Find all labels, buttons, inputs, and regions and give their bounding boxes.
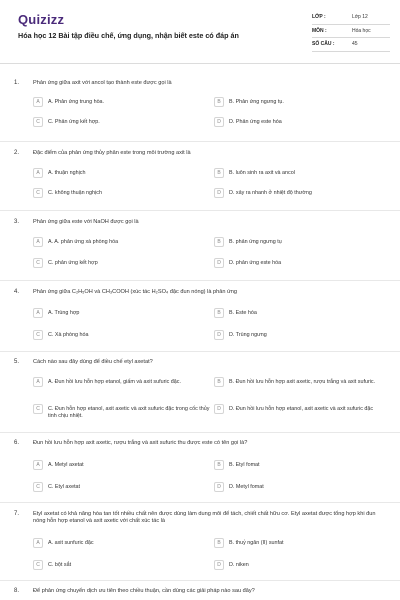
option-b[interactable] xyxy=(214,538,388,548)
option-letter: B xyxy=(214,377,224,387)
option-b[interactable] xyxy=(214,377,388,387)
question-text: Để phản ứng chuyển dịch ưu tiên theo chiều thuận, cần dùng các giải pháp nào sau đây? xyxy=(33,588,255,594)
option-a[interactable] xyxy=(33,237,211,247)
option-d[interactable] xyxy=(214,482,388,492)
option-b[interactable] xyxy=(214,97,388,107)
option-letter: B xyxy=(214,97,224,107)
question-text: Phản ứng giữa C₂H₅OH và CH₃COOH (xúc tác H₂SO₄ đặc đun nóng) là phản ứng xyxy=(33,289,237,295)
option-text: D. niken xyxy=(229,562,249,568)
option-c[interactable] xyxy=(33,117,211,127)
option-b[interactable] xyxy=(214,460,388,470)
page-title: Hóa học 12 Bài tập điều chế, ứng dụng, nhận biết este có đáp án xyxy=(18,31,239,40)
option-letter: A xyxy=(33,237,43,247)
option-d[interactable] xyxy=(214,258,388,268)
option-text: B. luôn sinh ra axit và ancol xyxy=(229,170,295,176)
option-letter: D xyxy=(214,560,224,570)
option-text: A. thuận nghịch xyxy=(48,170,86,176)
question-number: 1. xyxy=(14,80,20,86)
option-text: C. Etyl axetat xyxy=(48,484,81,490)
meta-value: Hóa học xyxy=(352,27,371,34)
option-c[interactable] xyxy=(33,404,211,419)
option-text: C. phản ứng kết hợp xyxy=(48,260,98,266)
option-text: A. axit sunfuric đặc xyxy=(48,540,94,546)
option-letter: D xyxy=(214,404,224,414)
option-letter: D xyxy=(214,330,224,340)
meta-key: MÔN : xyxy=(312,27,327,34)
option-c[interactable] xyxy=(33,482,211,492)
meta-box xyxy=(312,11,390,52)
option-letter: B xyxy=(214,237,224,247)
question-number: 8. xyxy=(14,588,20,594)
option-letter: C xyxy=(33,188,43,198)
option-letter: D xyxy=(214,117,224,127)
option-letter: A xyxy=(33,308,43,318)
option-text: B. thuỷ ngân (II) sunfat xyxy=(229,540,284,546)
meta-grade xyxy=(312,11,390,25)
option-text: C. không thuận nghịch xyxy=(48,190,102,196)
option-a[interactable] xyxy=(33,377,211,387)
option-letter: D xyxy=(214,258,224,268)
option-text: D. Phản ứng este hóa xyxy=(229,119,282,125)
option-a[interactable] xyxy=(33,97,211,107)
option-letter: B xyxy=(214,460,224,470)
option-text: D. Metyl fomat xyxy=(229,484,264,490)
option-d[interactable] xyxy=(214,560,388,570)
option-a[interactable] xyxy=(33,538,211,548)
option-letter: A xyxy=(33,97,43,107)
meta-value: 45 xyxy=(352,41,358,48)
meta-count xyxy=(312,38,390,52)
option-text: C. bột sắt xyxy=(48,562,72,568)
question-text: Đặc điểm của phản ứng thủy phân este trong môi trường axit là xyxy=(33,150,191,156)
option-text: A. A. phản ứng xà phòng hóa xyxy=(48,239,119,245)
page-header xyxy=(0,0,400,62)
quizizz-logo: Quizizz xyxy=(18,12,65,27)
option-letter: D xyxy=(214,188,224,198)
question-text: Etyl axetat có khả năng hòa tan tốt nhiều chất nên được dùng làm dung môi để tách, chiết chất hữu cơ. Etyl axetat được tổng hợp khi đun nóng hỗn hợp etanol và axit axetic với chất xúc tác là xyxy=(33,511,376,525)
header-divider xyxy=(0,63,400,64)
question-number: 6. xyxy=(14,440,20,446)
question-number: 3. xyxy=(14,219,20,225)
option-d[interactable] xyxy=(214,404,388,414)
option-b[interactable] xyxy=(214,308,388,318)
option-text: C. Đun hỗn hợp etanol, axit axetic và axit sufuric đặc trong cốc thủy tinh chịu nhiệt. xyxy=(48,406,210,419)
option-letter: D xyxy=(214,482,224,492)
option-letter: B xyxy=(214,168,224,178)
option-text: A. Trùng hợp xyxy=(48,310,80,316)
option-text: C. Xà phòng hóa xyxy=(48,332,89,338)
option-text: B. Phản ứng ngưng tụ. xyxy=(229,99,284,105)
option-text: A. Đun hồi lưu hỗn hợp etanol, giấm và axit sufuric đặc. xyxy=(48,379,181,385)
question-divider xyxy=(0,351,400,352)
option-letter: C xyxy=(33,482,43,492)
option-letter: C xyxy=(33,117,43,127)
option-text: D. Trùng ngưng xyxy=(229,332,267,338)
option-text: B. Đun hồi lưu hỗn hợp axit axetic, rượu trắng và axit sufuric. xyxy=(229,379,376,385)
question-divider xyxy=(0,580,400,581)
option-c[interactable] xyxy=(33,560,211,570)
question-text: Phản ứng giữa este với NaOH được gọi là xyxy=(33,219,139,225)
option-text: A. Phản ứng trung hòa. xyxy=(48,99,105,105)
question-divider xyxy=(0,280,400,281)
option-text: B. Este hóa xyxy=(229,310,257,316)
option-text: D. Đun hồi lưu hỗn hợp etanol, axit axetic và axit sufuric đặc xyxy=(229,406,374,412)
option-letter: B xyxy=(214,308,224,318)
option-a[interactable] xyxy=(33,308,211,318)
option-text: B. Etyl fomat xyxy=(229,462,260,468)
question-divider xyxy=(0,432,400,433)
option-b[interactable] xyxy=(214,168,388,178)
option-a[interactable] xyxy=(33,460,211,470)
option-a[interactable] xyxy=(33,168,211,178)
option-letter: C xyxy=(33,330,43,340)
meta-key: SỐ CÂU : xyxy=(312,41,335,48)
option-d[interactable] xyxy=(214,330,388,340)
option-letter: A xyxy=(33,377,43,387)
question-divider xyxy=(0,502,400,503)
option-letter: C xyxy=(33,560,43,570)
option-c[interactable] xyxy=(33,258,211,268)
question-divider xyxy=(0,210,400,211)
question-number: 5. xyxy=(14,359,20,365)
option-b[interactable] xyxy=(214,237,388,247)
option-letter: A xyxy=(33,538,43,548)
option-letter: C xyxy=(33,258,43,268)
option-text: C. Phản ứng kết hợp. xyxy=(48,119,100,125)
question-number: 4. xyxy=(14,289,20,295)
meta-key: LỚP : xyxy=(312,14,326,21)
option-letter: B xyxy=(214,538,224,548)
option-letter: A xyxy=(33,168,43,178)
meta-value: Lớp 12 xyxy=(352,14,368,21)
option-text: A. Metyl axetat xyxy=(48,462,84,468)
meta-subject xyxy=(312,25,390,39)
question-text: Phản ứng giữa axit với ancol tạo thành este được gọi là xyxy=(33,80,172,86)
option-c[interactable] xyxy=(33,188,211,198)
option-c[interactable] xyxy=(33,330,211,340)
option-text: D. xảy ra nhanh ở nhiệt độ thường xyxy=(229,190,312,196)
option-d[interactable] xyxy=(214,188,388,198)
option-text: B. phản ứng ngưng tụ xyxy=(229,239,282,245)
question-text: Đun hồi lưu hỗn hợp axit axetic, rượu trắng và axit sufuric thu được este có tên gọi là? xyxy=(33,440,248,446)
option-letter: A xyxy=(33,460,43,470)
question-number: 2. xyxy=(14,150,20,156)
option-text: D. phản ứng este hóa xyxy=(229,260,282,266)
option-d[interactable] xyxy=(214,117,388,127)
question-text: Cách nào sau đây dùng để điều chế etyl axetat? xyxy=(33,359,153,365)
question-divider xyxy=(0,141,400,142)
option-letter: C xyxy=(33,404,43,414)
question-number: 7. xyxy=(14,511,20,517)
